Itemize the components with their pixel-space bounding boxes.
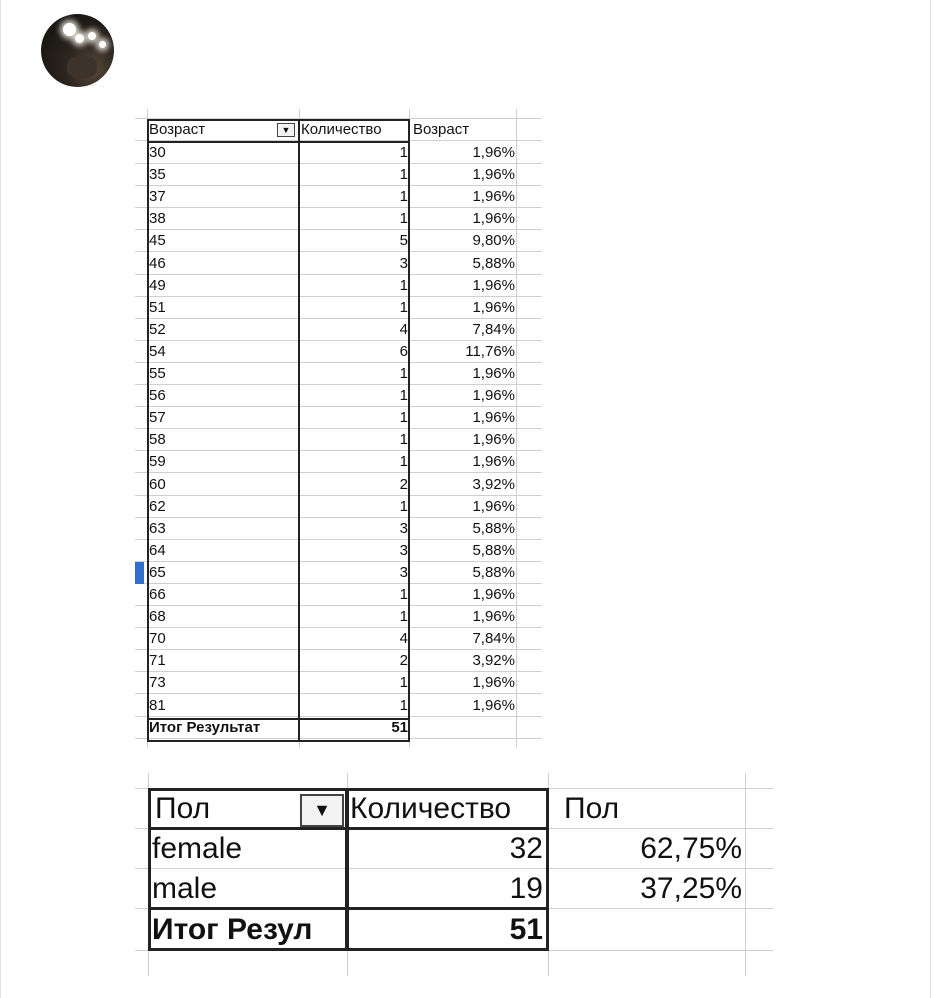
- table-row: [135, 208, 542, 230]
- row-age: 30: [149, 144, 166, 161]
- row-percent: 1,96%: [472, 298, 515, 316]
- row-percent: 1,96%: [472, 453, 515, 471]
- total-row: [135, 717, 542, 739]
- table-row: [135, 363, 542, 385]
- row-count: 1: [399, 696, 408, 714]
- row-count: 1: [399, 298, 408, 316]
- row-age: 71: [149, 652, 166, 670]
- row-count: 1: [399, 387, 408, 405]
- light-dot: [75, 34, 84, 43]
- row-count: 1: [399, 497, 408, 515]
- row-percent: 1,96%: [472, 586, 515, 603]
- row-count: 1: [399, 586, 408, 603]
- row-percent: 1,96%: [472, 431, 515, 449]
- row-age: 60: [149, 475, 166, 493]
- row-age: 51: [149, 298, 166, 316]
- row-percent: 1,96%: [472, 276, 515, 294]
- row-count: 3: [399, 254, 408, 272]
- row-percent: 7,84%: [472, 630, 515, 648]
- row-percent: 1,96%: [472, 409, 515, 427]
- row-age: 35: [149, 166, 166, 184]
- table-row: [135, 562, 542, 584]
- row-age: 38: [149, 210, 166, 228]
- row-label: female: [152, 832, 243, 865]
- table-row: [135, 695, 542, 717]
- grid-line: [135, 950, 773, 951]
- row-age: 59: [149, 453, 166, 471]
- row-count: 1: [399, 188, 408, 206]
- header-count: Количество: [350, 792, 512, 825]
- row-percent: 5,88%: [472, 519, 515, 537]
- user-avatar[interactable]: [41, 14, 114, 87]
- page-border-right: [930, 0, 931, 998]
- light-dot: [99, 41, 106, 48]
- row-percent: 1,96%: [472, 188, 515, 206]
- row-percent: 1,96%: [472, 166, 515, 184]
- row-percent: 3,92%: [472, 652, 515, 670]
- table-row: [135, 672, 542, 694]
- table-row: [135, 319, 542, 341]
- header-gender-percent: Пол: [564, 792, 620, 825]
- row-age: 37: [149, 188, 166, 206]
- table-header-row: [135, 119, 542, 141]
- table-row: [135, 584, 542, 606]
- row-age: 54: [149, 342, 166, 360]
- table-row: [135, 628, 542, 650]
- row-age: 65: [149, 563, 166, 581]
- table-row: [135, 142, 542, 164]
- table-row: [135, 297, 542, 319]
- table-row: [135, 496, 542, 518]
- row-age: 55: [149, 365, 166, 382]
- light-dot: [63, 23, 76, 36]
- row-percent: 1,96%: [472, 387, 515, 405]
- light-dot: [88, 32, 96, 40]
- row-age: 56: [149, 387, 166, 405]
- filter-dropdown-icon[interactable]: ▼: [277, 123, 295, 137]
- row-count: 2: [399, 475, 408, 493]
- row-percent: 3,92%: [472, 475, 515, 493]
- table-row: [135, 451, 542, 473]
- filter-dropdown-icon[interactable]: ▼: [300, 794, 344, 827]
- row-percent: 37,25%: [640, 872, 742, 905]
- total-value: 51: [509, 913, 543, 946]
- table-row: [135, 429, 542, 451]
- header-count: Количество: [301, 121, 382, 138]
- row-percent: 62,75%: [640, 832, 742, 865]
- row-count: 32: [509, 832, 543, 865]
- header-age: Возраст: [149, 121, 206, 138]
- table-row: [135, 606, 542, 628]
- table-row: [135, 474, 542, 496]
- grid-line: [148, 773, 149, 976]
- row-count: 5: [399, 232, 408, 250]
- row-age: 73: [149, 674, 166, 692]
- row-percent: 11,76%: [465, 342, 515, 360]
- row-percent: 5,88%: [472, 254, 515, 272]
- row-age: 63: [149, 519, 166, 537]
- row-selection-marker: [135, 562, 144, 584]
- row-age: 66: [149, 586, 166, 603]
- row-percent: 1,96%: [472, 696, 515, 714]
- row-age: 46: [149, 254, 166, 272]
- row-count: 3: [399, 519, 408, 537]
- table-row: [135, 164, 542, 186]
- grid-line: [347, 773, 348, 976]
- row-count: 2: [399, 652, 408, 670]
- row-percent: 9,80%: [472, 232, 515, 250]
- row-percent: 1,96%: [472, 144, 515, 161]
- row-count: 1: [399, 409, 408, 427]
- row-count: 19: [509, 872, 543, 905]
- row-count: 1: [399, 166, 408, 184]
- row-age: 45: [149, 232, 166, 250]
- page-border-left: [0, 0, 1, 998]
- row-percent: 7,84%: [472, 320, 515, 338]
- row-count: 1: [399, 210, 408, 228]
- row-count: 4: [399, 320, 408, 338]
- total-label: Итог Результат: [149, 718, 261, 736]
- row-count: 6: [399, 342, 408, 360]
- row-count: 1: [399, 674, 408, 692]
- row-age: 49: [149, 276, 166, 294]
- header-age-percent: Возраст: [413, 121, 470, 138]
- table-row: [135, 275, 542, 297]
- table-row: [135, 186, 542, 208]
- row-count: 4: [399, 630, 408, 648]
- gender-pivot-table-image: [135, 773, 773, 976]
- table-row: [135, 407, 542, 429]
- row-label: male: [152, 872, 218, 905]
- row-count: 1: [399, 144, 408, 161]
- row-age: 81: [149, 696, 166, 714]
- age-pivot-table-image: [135, 109, 542, 748]
- row-age: 70: [149, 630, 166, 648]
- row-percent: 1,96%: [472, 674, 515, 692]
- row-age: 62: [149, 497, 166, 515]
- row-count: 1: [399, 453, 408, 471]
- row-percent: 5,88%: [472, 541, 515, 559]
- avatar-figure: [67, 56, 97, 78]
- table-row: [135, 385, 542, 407]
- header-gender: Пол: [155, 792, 211, 825]
- table-row: [135, 650, 542, 672]
- table-row: [135, 230, 542, 252]
- table-row: [135, 253, 542, 275]
- row-percent: 1,96%: [472, 608, 515, 626]
- row-percent: 1,96%: [472, 210, 515, 228]
- cut-off-row: [135, 109, 542, 119]
- total-value: 51: [391, 718, 408, 736]
- row-age: 52: [149, 320, 166, 338]
- row-age: 68: [149, 608, 166, 626]
- table-row: [135, 341, 542, 363]
- row-count: 3: [399, 541, 408, 559]
- row-percent: 1,96%: [472, 365, 515, 382]
- row-percent: 5,88%: [472, 563, 515, 581]
- row-count: 1: [399, 608, 408, 626]
- table-row: [135, 518, 542, 540]
- row-count: 1: [399, 431, 408, 449]
- row-count: 3: [399, 563, 408, 581]
- row-count: 1: [399, 365, 408, 382]
- row-age: 58: [149, 431, 166, 449]
- grid-line: [745, 773, 746, 976]
- total-label: Итог Резул: [152, 913, 313, 946]
- row-age: 57: [149, 409, 166, 427]
- row-percent: 1,96%: [472, 497, 515, 515]
- row-count: 1: [399, 276, 408, 294]
- table-row: [135, 540, 542, 562]
- row-age: 64: [149, 541, 166, 559]
